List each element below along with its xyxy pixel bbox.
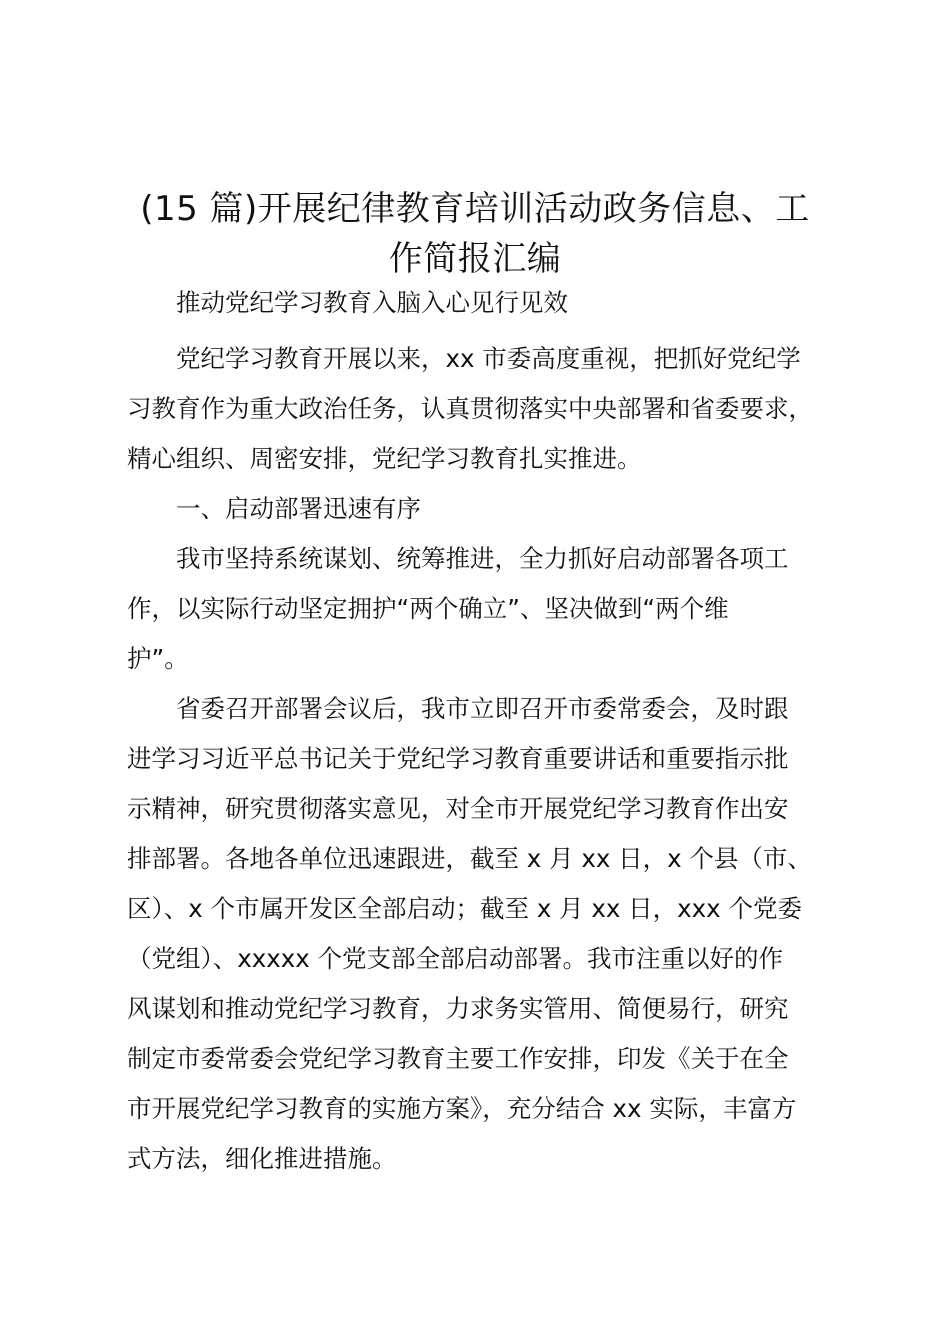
text-line: 我市坚持系统谋划、统筹推进，全力抓好启动部署各项工 xyxy=(127,544,789,573)
title-line-2: 作简报汇编 xyxy=(388,239,562,279)
text-line: 式方法，细化推进措施。 xyxy=(127,1144,397,1173)
title-line-1: (15 篇)开展纪律教育培训活动政务信息、工 xyxy=(140,189,810,229)
text-line: 排部署。各地各单位迅速跟进，截至 x 月 xx 日，x 个县（市、 xyxy=(127,844,812,873)
text-line: 护”。 xyxy=(127,644,189,673)
intro-paragraph xyxy=(127,334,857,484)
text-line: 示精神，研究贯彻落实意见，对全市开展党纪学习教育作出安 xyxy=(127,794,789,823)
text-line: 省委召开部署会议后，我市立即召开市委常委会，及时跟 xyxy=(127,694,789,723)
text-line: （党组）、xxxxx 个党支部全部启动部署。我市注重以好的作 xyxy=(127,944,784,973)
document-body xyxy=(127,278,857,1184)
text-line: 风谋划和推动党纪学习教育，力求务实管用、简便易行，研究 xyxy=(127,994,789,1023)
text-line: 进学习习近平总书记关于党纪学习教育重要讲话和重要指示批 xyxy=(127,744,789,773)
text-line: 精心组织、周密安排，党纪学习教育扎实推进。 xyxy=(127,444,642,473)
subtitle-paragraph xyxy=(127,278,857,328)
subtitle-line: 推动党纪学习教育入脑入心见行见效 xyxy=(127,288,568,317)
heading-line: 一、启动部署迅速有序 xyxy=(127,494,421,523)
text-line: 区）、x 个市属开发区全部启动；截至 x 月 xx 日，xxx 个党委 xyxy=(127,894,802,923)
document-title xyxy=(110,184,840,284)
section-heading xyxy=(127,484,857,534)
text-line: 习教育作为重大政治任务，认真贯彻落实中央部署和省委要求， xyxy=(127,394,813,423)
body-paragraph xyxy=(127,684,857,1184)
text-line: 作，以实际行动坚定拥护“两个确立”、坚决做到“两个维 xyxy=(127,594,729,623)
text-line: 党纪学习教育开展以来，xx 市委高度重视，把抓好党纪学 xyxy=(127,344,801,373)
body-paragraph xyxy=(127,534,857,684)
text-line: 市开展党纪学习教育的实施方案》，充分结合 xx 实际，丰富方 xyxy=(127,1094,797,1123)
text-line: 制定市委常委会党纪学习教育主要工作安排，印发《关于在全 xyxy=(127,1044,789,1073)
